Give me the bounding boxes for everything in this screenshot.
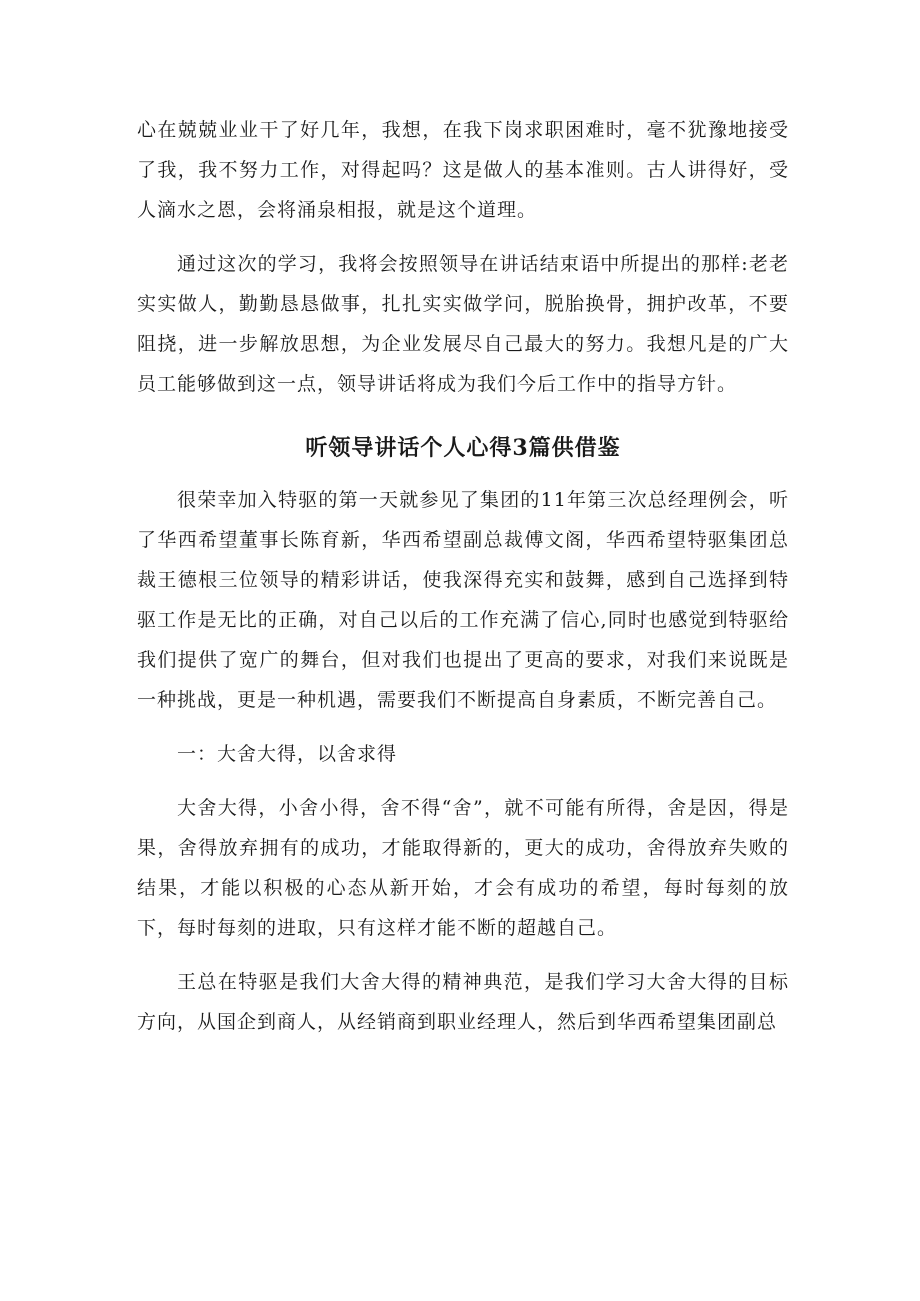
- paragraph-role-model: 王总在特驱是我们大舍大得的精神典范，是我们学习大舍大得的目标方向，从国企到商人，从经销商到职业经理人，然后到华西希望集团副总: [137, 971, 789, 1033]
- paragraph-intro: 很荣幸加入特驱的第一天就参见了集团的11年第三次总经理例会，听了华西希望董事长陈育新，华西希望副总裁傅文阁，华西希望特驱集团总裁王德根三位领导的精彩讲话，使我深得充实和鼓舞，感到自己选择到特驱工作是无比的正确，对自己以后的工作充满了信心,同时也感觉到特驱给我们提供了宽广的舞台，但对我们也提出了更高的要求，对我们来说既是一种挑战，更是一种机遇，需要我们不断提高自身素质，不断完善自己。: [137, 489, 789, 711]
- document-body: [137, 110, 789, 1056]
- subheading-point-one: 一：大舍大得，以舍求得: [177, 743, 398, 765]
- paragraph-give-and-gain: 大舍大得，小舍小得，舍不得“舍”，就不可能有所得，舍是因，得是果，舍得放弃拥有的成功，才能取得新的，更大的成功，舍得放弃失败的结果，才能以积极的心态从新开始，才会有成功的希望，每时每刻的放下，每时每刻的进取，只有这样才能不断的超越自己。: [137, 797, 789, 939]
- paragraph-continuation: 心在兢兢业业干了好几年，我想，在我下岗求职困难时，毫不犹豫地接受了我，我不努力工作，对得起吗？这是做人的基本准则。古人讲得好，受人滴水之恩，会将涌泉相报，就是这个道理。: [137, 119, 789, 221]
- paragraph-study-summary: 通过这次的学习，我将会按照领导在讲话结束语中所提出的那样:老老实实做人，勤勤恳恳做事，扎扎实实做学问，脱胎换骨，拥护改革，不要阻挠，进一步解放思想，为企业发展尽自己最大的努力。我想凡是的广大员工能够做到这一点，领导讲话将成为我们今后工作中的指导方针。: [137, 253, 789, 395]
- section-title: 听领导讲话个人心得3篇供借鉴: [305, 435, 621, 461]
